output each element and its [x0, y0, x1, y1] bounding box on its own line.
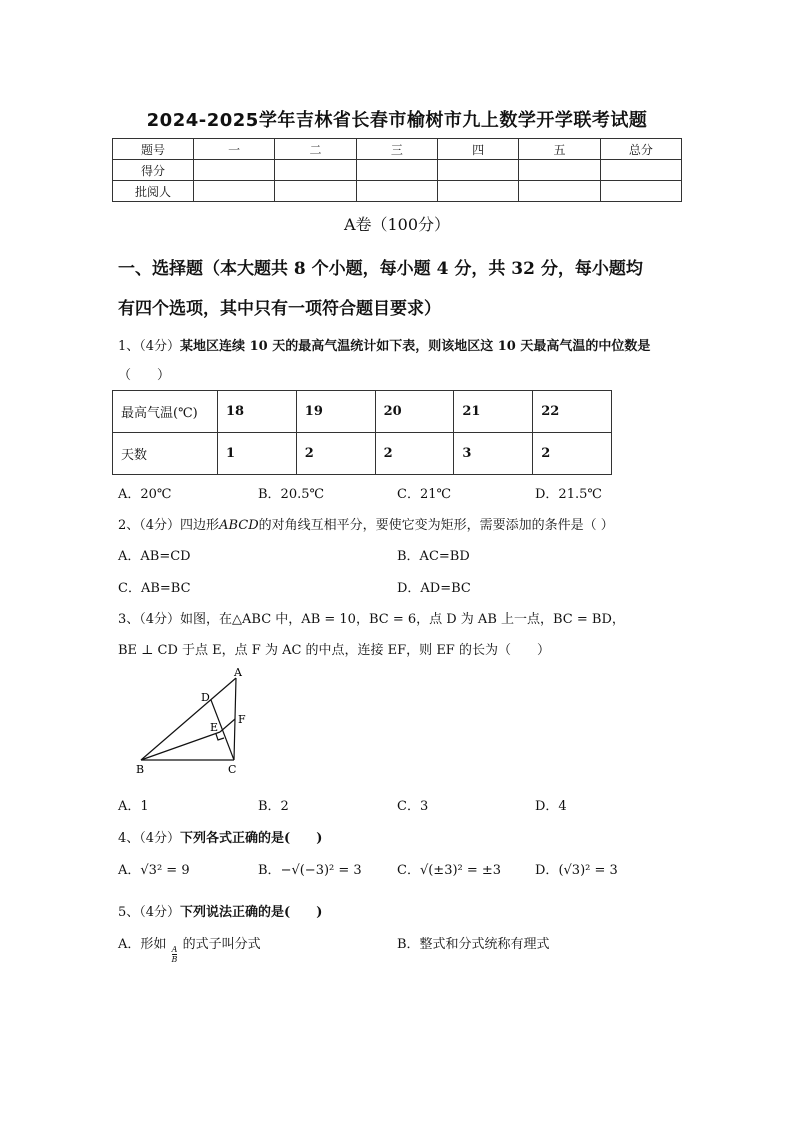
label-a: A — [234, 666, 242, 679]
score-header-cell: 一 — [194, 139, 275, 160]
temperature-table — [112, 390, 612, 475]
question-4-option-a — [118, 859, 190, 878]
score-cell — [356, 181, 437, 202]
question-3-option-c: C．3 — [397, 799, 429, 814]
score-table-header-row — [113, 139, 682, 160]
question-1 — [118, 335, 650, 354]
question-4-option-a-label: A． — [118, 863, 141, 878]
question-1-option-d: D．21.5℃ — [535, 487, 602, 502]
question-1-prefix: 1、（4分） — [118, 339, 181, 354]
question-2-option-a: A．AB=CD — [118, 549, 191, 564]
score-cell — [275, 181, 356, 202]
question-5-prefix: 5、（4分） — [118, 905, 181, 920]
question-5-option-a-text-b: 的式子叫分式 — [182, 937, 261, 952]
score-cell — [600, 160, 681, 181]
question-4-option-b-expr: −√(−3)² = 3 — [280, 863, 362, 878]
question-4-option-c-label: C． — [397, 863, 420, 878]
question-4-option-a-expr: √3² = 9 — [140, 863, 190, 878]
question-5-option-a — [118, 933, 261, 964]
segment-ef — [220, 719, 235, 732]
question-5-option-a-text-a: A．形如 — [118, 937, 167, 952]
question-4-option-b-label: B． — [258, 863, 281, 878]
question-2-option-c: C．AB=BC — [118, 581, 191, 596]
question-2-text-a: 四边形 — [180, 518, 220, 533]
label-c: C — [228, 763, 237, 776]
question-1-text: 某地区连续 10 天的最高气温统计如下表，则该地区这 10 天最高气温的中位数是 — [180, 339, 651, 354]
score-header-cell: 五 — [519, 139, 600, 160]
score-row-label: 得分 — [113, 160, 194, 181]
score-cell — [519, 160, 600, 181]
temperature-cell: 2 — [375, 433, 454, 475]
question-4-option-c-expr: √(±3)² = ±3 — [419, 863, 502, 878]
score-table-row — [113, 181, 682, 202]
question-4-option-d-expr: (√3)² = 3 — [558, 863, 618, 878]
question-3-text-line1: 如图，在△ABC 中，AB = 10，BC = 6，点 D 为 AB 上一点，BC = BD， — [180, 612, 625, 627]
label-f: F — [238, 713, 246, 726]
question-2-option-b: B．AC=BD — [397, 549, 470, 564]
triangle-figure — [130, 664, 260, 778]
score-row-label: 批阅人 — [113, 181, 194, 202]
question-2 — [118, 514, 614, 533]
question-2-text-b: 的对角线互相平分，要使它变为矩形，需要添加的条件是（ ） — [258, 518, 614, 533]
fraction-a-over-b — [172, 945, 178, 964]
question-3-line1 — [118, 608, 625, 627]
temperature-cell: 18 — [218, 391, 297, 433]
score-cell — [437, 181, 518, 202]
question-2-option-d: D．AD=BC — [397, 581, 471, 596]
fraction-denominator: B — [171, 955, 178, 964]
segment-be — [141, 732, 220, 760]
score-header-cell: 总分 — [600, 139, 681, 160]
question-1-option-a: A．20℃ — [118, 487, 172, 502]
score-cell — [437, 160, 518, 181]
temperature-cell: 22 — [533, 391, 612, 433]
fraction-numerator: A — [171, 945, 178, 954]
score-cell — [194, 181, 275, 202]
question-1-paren: （ ） — [118, 368, 171, 383]
section-heading-line2: 有四个选项，其中只有一项符合题目要求） — [118, 299, 441, 319]
question-3-option-a: A．1 — [118, 799, 149, 814]
question-5-option-b: B．整式和分式统称有理式 — [397, 937, 550, 952]
temperature-cell: 2 — [296, 433, 375, 475]
question-5 — [118, 901, 322, 920]
score-header-cell: 题号 — [113, 139, 194, 160]
question-4-option-d — [535, 859, 618, 878]
question-4-option-d-label: D． — [535, 863, 559, 878]
question-4-text: 下列各式正确的是( ) — [180, 831, 323, 846]
segment-ab — [141, 678, 236, 760]
score-cell — [275, 160, 356, 181]
temperature-cell: 21 — [454, 391, 533, 433]
question-5-text: 下列说法正确的是( ) — [180, 905, 323, 920]
score-cell — [194, 160, 275, 181]
score-header-cell: 二 — [275, 139, 356, 160]
temperature-cell: 20 — [375, 391, 454, 433]
temperature-table-row — [113, 391, 612, 433]
score-cell — [356, 160, 437, 181]
question-2-prefix: 2、（4分） — [118, 518, 181, 533]
temperature-cell: 2 — [533, 433, 612, 475]
label-b: B — [136, 763, 145, 776]
temperature-cell: 1 — [218, 433, 297, 475]
question-3-option-b: B．2 — [258, 799, 289, 814]
question-1-option-c: C．21℃ — [397, 487, 452, 502]
question-1-option-b: B．20.5℃ — [258, 487, 325, 502]
question-4-prefix: 4、（4分） — [118, 831, 181, 846]
score-header-cell: 三 — [356, 139, 437, 160]
score-table-row — [113, 160, 682, 181]
score-header-cell: 四 — [437, 139, 518, 160]
question-4 — [118, 827, 322, 846]
exam-title: 2024-2025学年吉林省长春市榆树市九上数学开学联考试题 — [146, 110, 648, 131]
temperature-table-row — [113, 433, 612, 475]
score-cell — [600, 181, 681, 202]
question-3-prefix: 3、（4分） — [118, 612, 181, 627]
score-table — [112, 138, 682, 202]
temperature-cell: 19 — [296, 391, 375, 433]
right-angle-mark — [216, 734, 224, 740]
question-2-var: ABCD — [219, 518, 259, 533]
temperature-cell: 3 — [454, 433, 533, 475]
temperature-cell: 天数 — [113, 433, 218, 475]
temperature-cell: 最高气温(℃) — [113, 391, 218, 433]
section-heading-line1: 一、选择题（本大题共 8 个小题，每小题 4 分，共 32 分，每小题均 — [118, 259, 643, 279]
score-cell — [519, 181, 600, 202]
question-3-option-d: D．4 — [535, 799, 567, 814]
question-4-option-c — [397, 859, 501, 878]
volume-label: A卷（100分） — [343, 215, 451, 234]
label-e: E — [210, 721, 219, 734]
label-d: D — [201, 691, 210, 704]
question-4-option-b — [258, 859, 362, 878]
question-3-line2: BE ⊥ CD 于点 E，点 F 为 AC 的中点，连接 EF，则 EF 的长为（ ） — [118, 643, 550, 658]
